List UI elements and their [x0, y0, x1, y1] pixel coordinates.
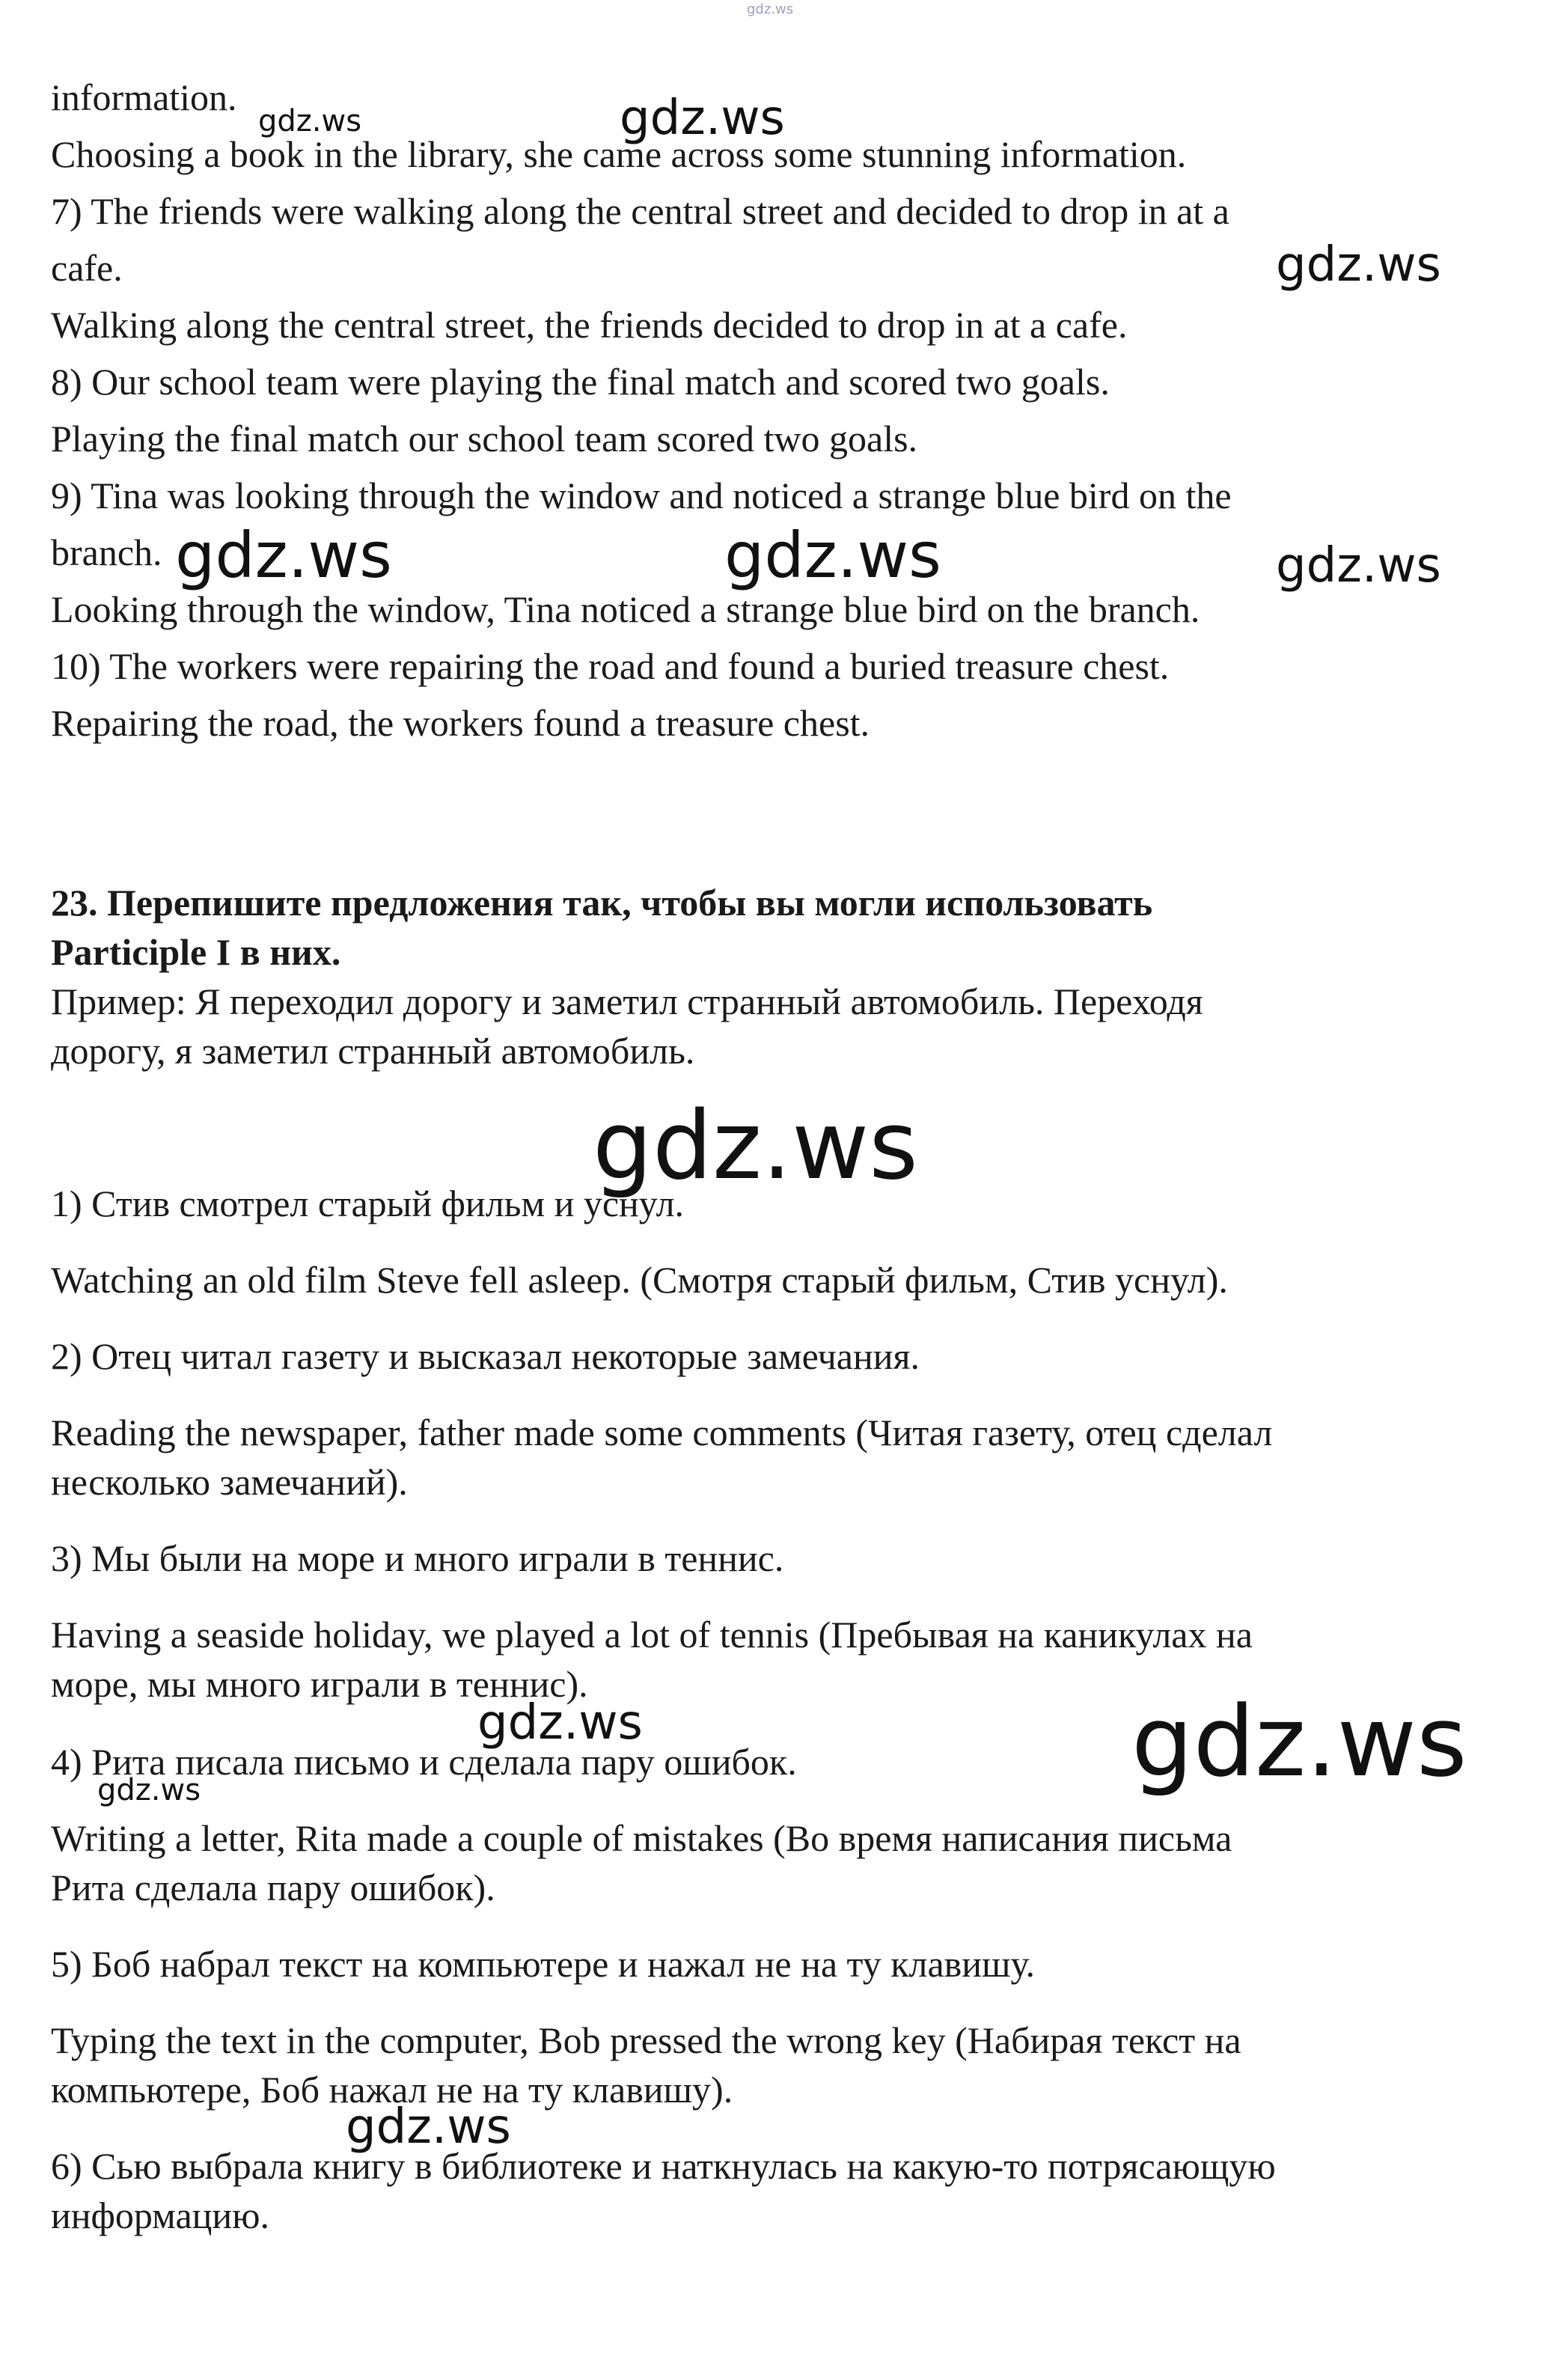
text-line: 10) The workers were repairing the road and found a buried treasure chest.	[51, 645, 1170, 687]
watermark: gdz.ws	[346, 2099, 511, 2155]
watermark: gdz.ws	[724, 519, 941, 592]
text-line: информацию.	[51, 2194, 270, 2236]
text-line: Typing the text in the computer, Bob pressed the wrong key (Набирая текст на	[51, 2019, 1241, 2061]
text-line: 3) Мы были на море и много играли в теннис.	[51, 1537, 784, 1579]
text-line: 5) Боб набрал текст на компьютере и нажал не на ту клавишу.	[51, 1943, 1036, 1985]
text-line: Repairing the road, the workers found a treasure chest.	[51, 702, 870, 744]
text-line: 8) Our school team were playing the final match and scored two goals.	[51, 361, 1110, 403]
text-line: Playing the final match our school team scored two goals.	[51, 418, 918, 460]
text-line: Рита сделала пару ошибок).	[51, 1867, 495, 1908]
text-line: 1) Стив смотрел старый фильм и уснул.	[51, 1183, 685, 1224]
watermark: gdz.ws	[747, 1, 794, 17]
example-text: Пример: Я переходил дорогу и заметил странный автомобиль. Переходя	[51, 980, 1203, 1022]
text-line: information.	[51, 76, 237, 118]
exercise-heading: Participle I в них.	[51, 931, 341, 973]
watermark: gdz.ws	[1276, 538, 1441, 594]
text-line: Walking along the central street, the friends decided to drop in at a cafe.	[51, 304, 1128, 346]
watermark: gdz.ws	[1276, 237, 1441, 293]
watermark: gdz.ws	[97, 1773, 201, 1807]
watermark: gdz.ws	[258, 104, 362, 138]
watermark: gdz.ws	[175, 519, 392, 592]
watermark: gdz.ws	[620, 91, 785, 146]
watermark: gdz.ws	[593, 1090, 918, 1200]
text-line: 2) Отец читал газету и высказал некоторые замечания.	[51, 1335, 920, 1377]
text-line: 7) The friends were walking along the central street and decided to drop in at a	[51, 190, 1229, 232]
text-line: 6) Сью выбрала книгу в библиотеке и наткнулась на какую-то потрясающую	[51, 2145, 1276, 2187]
text-line: Having a seaside holiday, we played a lot of tennis (Пребывая на каникулах на	[51, 1614, 1253, 1656]
text-line: Looking through the window, Tina noticed a strange blue bird on the branch.	[51, 588, 1200, 630]
watermark: gdz.ws	[1131, 1685, 1467, 1798]
text-line: компьютере, Боб нажал не на ту клавишу).	[51, 2069, 733, 2111]
text-line: Reading the newspaper, father made some comments (Читая газету, отец сделал	[51, 1412, 1273, 1453]
text-line: Watching an old film Steve fell asleep. (Смотря старый фильм, Стив уснул).	[51, 1259, 1228, 1301]
text-line: 4) Рита писала письмо и сделала пару ошибок.	[51, 1741, 797, 1783]
watermark: gdz.ws	[477, 1695, 643, 1751]
text-line: море, мы много играли в теннис).	[51, 1663, 588, 1705]
text-line: branch.	[51, 531, 162, 573]
text-line: несколько замечаний).	[51, 1461, 408, 1503]
text-line: 9) Tina was looking through the window and noticed a strange blue bird on the	[51, 475, 1232, 516]
text-line: cafe.	[51, 247, 123, 289]
exercise-heading: 23. Перепишите предложения так, чтобы вы могли использовать	[51, 882, 1153, 924]
example-text: дорогу, я заметил странный автомобиль.	[51, 1030, 695, 1072]
text-line: Choosing a book in the library, she came across some stunning information.	[51, 133, 1187, 175]
text-line: Writing a letter, Rita made a couple of mistakes (Во время написания письма	[51, 1817, 1232, 1859]
